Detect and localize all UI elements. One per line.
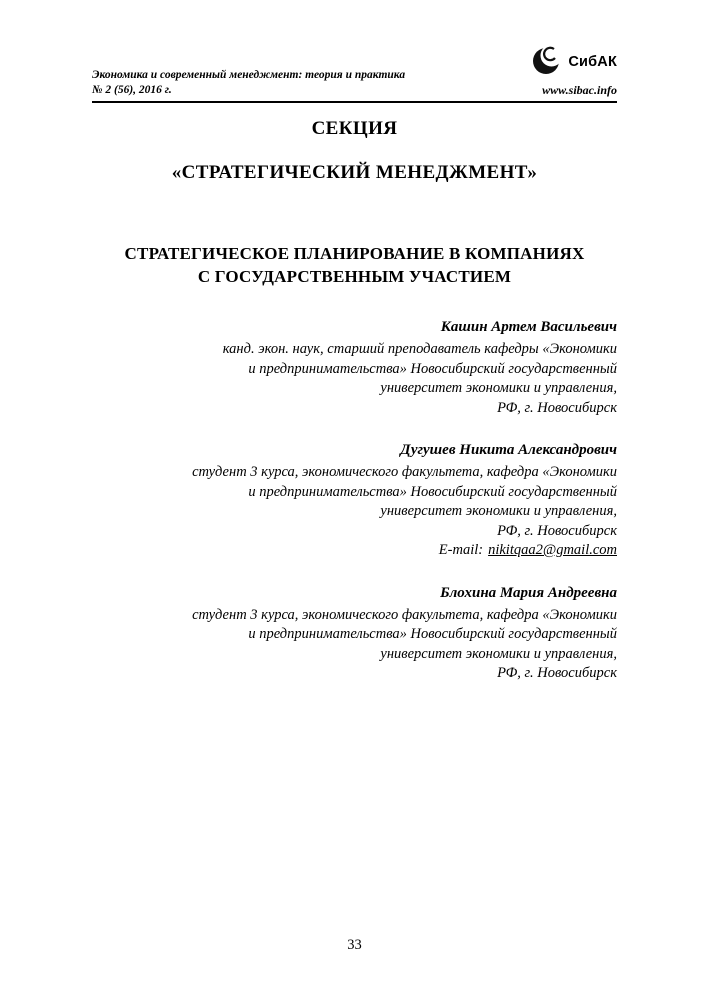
author-name: Блохина Мария Андреевна (440, 584, 617, 601)
email-link[interactable]: nikitqaa2@gmail.com (488, 542, 617, 558)
affiliation-line: студент 3 курса, экономического факультета, кафедра «Экономики (192, 464, 617, 480)
affiliation-line: университет экономики и управления, (380, 503, 617, 519)
author-name: Кашин Артем Васильевич (440, 319, 617, 335)
journal-title: Экономика и современный менеджмент: теория и практика (92, 69, 406, 81)
author-block (92, 583, 617, 684)
affiliation-line: и предпринимательства» Новосибирский государственный (248, 626, 617, 642)
site-url: www.sibac.info (542, 83, 617, 97)
sibac-logo-text: СибАК (568, 53, 617, 70)
article-title-line1: СТРАТЕГИЧЕСКОЕ ПЛАНИРОВАНИЕ В КОМПАНИЯХ (124, 244, 585, 263)
affiliation-line: студент 3 курса, экономического факультета, кафедра «Экономики (192, 606, 617, 623)
author-affiliation (92, 340, 617, 418)
author-affiliation (92, 606, 617, 684)
author-name: Дугушев Никита Александрович (400, 442, 617, 458)
section-label: СЕКЦИЯ (311, 118, 398, 139)
publisher-block (533, 42, 617, 98)
affiliation-line: РФ, г. Новосибирск (497, 522, 617, 539)
email-line (92, 541, 617, 561)
affiliation-line: и предпринимательства» Новосибирский государственный (248, 483, 617, 500)
section-name: «СТРАТЕГИЧЕСКИЙ МЕНЕДЖМЕНТ» (171, 162, 538, 183)
affiliation-line: канд. экон. наук, старший преподаватель кафедры «Экономики (222, 341, 617, 357)
affiliation-line: РФ, г. Новосибирск (497, 399, 617, 416)
issue-number: № 2 (56), 2016 г. (92, 84, 172, 96)
page-number: 33 (347, 937, 362, 953)
page-header (92, 42, 617, 103)
article-title (92, 242, 617, 288)
crescent-logo-icon (533, 42, 563, 81)
affiliation-line: университет экономики и управления, (380, 380, 617, 396)
author-affiliation (92, 463, 617, 561)
sibac-logo (533, 42, 617, 81)
email-label: E-mail: (438, 542, 484, 558)
author-block (92, 440, 617, 561)
affiliation-line: и предпринимательства» Новосибирский государственный (248, 360, 617, 377)
article-title-line2: С ГОСУДАРСТВЕННЫМ УЧАСТИЕМ (197, 267, 512, 286)
affiliation-line: РФ, г. Новосибирск (497, 665, 617, 681)
author-block (92, 317, 617, 418)
journal-info (92, 68, 405, 98)
affiliation-line: университет экономики и управления, (380, 645, 617, 662)
